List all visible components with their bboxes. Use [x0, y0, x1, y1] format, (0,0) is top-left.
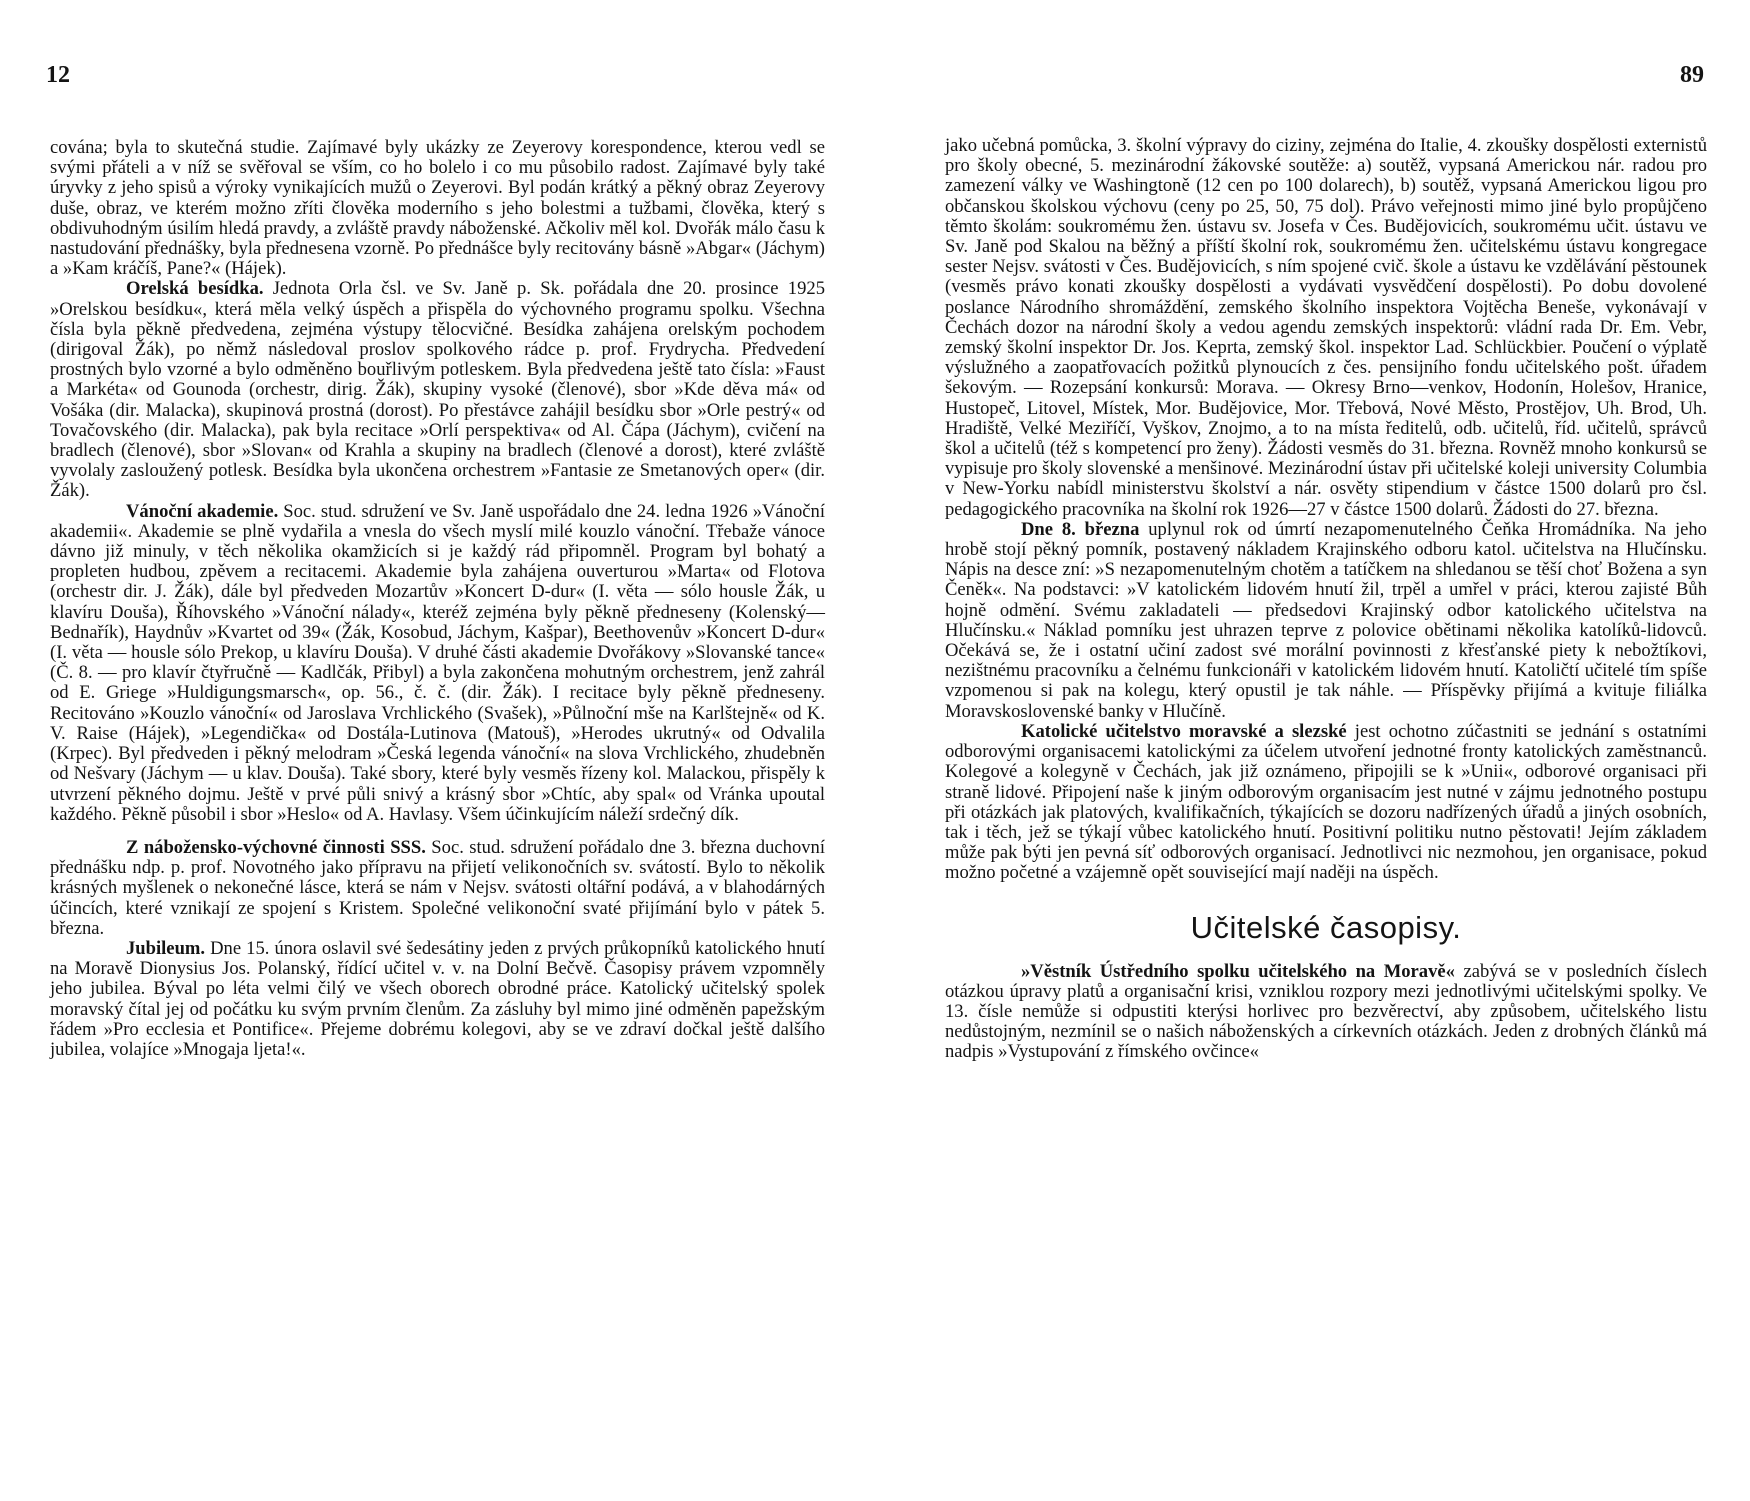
heading-vanocni-akademie: Vánoční akademie.	[126, 500, 279, 522]
right-page-number: 89	[1680, 62, 1704, 88]
paragraph-katolicke-ucitelstvo: Katolické učitelstvo moravské a slezské jest ochotno zúčastniti se jednání s ostatními odborovými organisacemi katolickými za účelem utvoření jednotné fronty katolických zaměstnanců. Kolegové a kolegyně v Čechách, jak již oznámeno, připojili se k »Unii«, odborové organisaci při straně lidové. Připojení naše k jiným odborovým organisacím jest nutné v zájmu jednotného postupu při otázkách jak platových, kvalifikačních, týkajících se dozoru nadřízených úřadů a jiných osobních, tak i těch, jež se týkají vůbec katolického hnutí. Positivní politiku nutno pěstovati! Jejím základem může pak býti jen pevná síť odborových organisací. Jednotlivci nic nezmohou, jen organisace, pokud možno početné a vzájemně opět související mají naději na úspěch.	[945, 720, 1707, 884]
section-title-ucitelske-casopisy: Učitelské časopisy.	[1190, 909, 1462, 945]
heading-jubileum: Jubileum.	[126, 937, 206, 959]
paragraph-sss: Z nábožensko-výchovné činnosti SSS. Soc. stud. sdružení pořádalo dne 3. března duchovní přednášku ndp. p. prof. Novotného jako přípravu na přijetí velikonočních sv. svátostí. Bylo to několik krásných myšlenek o nekonečné lásce, která se nám v Nejsv. svátosti oltářní podává, a v blahodárných účincích, které vznikají ze spojení s Kristem. Společné velikonoční svaté přijímání bylo v pátek 5. března.	[50, 836, 825, 939]
paragraph-jubileum: Jubileum. Dne 15. února oslavil své šedesátiny jeden z prvých průkopníků katolického hnutí na Moravě Dionysius Jos. Polanský, řídící učitel v. v. na Dolní Bečvě. Časopisy právem vzpomněly jeho jubilea. Býval po léta velmi čilý ve všech oborech obrodné práce. Katolický učitelský spolek moravský čítal jej od počátku ku svým prvním členům. Za zásluhy byl mimo jiné odměněn papežským řádem »Pro ecclesia et Pontifice«. Přejeme dobrému kolegovi, aby se ve zdraví dočkal ještě dalšího jubilea, volajíce »Mnogaja ljeta!«.	[50, 937, 825, 1060]
paragraph-hromadnik: Dne 8. března uplynul rok od úmrtí nezapomenutelného Čeňka Hromádníka. Na jeho hrobě stojí pěkný pomník, postavený nákladem Krajinského odboru katol. učitelstva na Hlučínsku. Nápis na desce zní: »S nezapomenutelným chotěm a tatíčkem na shledanou se těší choť Božena a syn Čeněk«. Na podstavci: »V katolickém lidovém hnutí žil, trpěl a umřel v práci, kterou zajisté Bůh hojně odmění. Svému zakladateli — předsedovi Krajinský odbor katolického učitelstva na Hlučínsku.« Náklad pomníku jest uhrazen teprve z polovice obětinami několika katolíků-lidovců. Očekává se, že i ostatní učiní zadost své morální povinnosti z křesťanské piety k nebožtíkovi, nezištnému pracovníku a čelnému funkcionáři v katolickém lidovém hnutí. Katoličtí učitelé tím spíše vzpomenou si pak na kolegu, který opustil je tak náhle. — Příspěvky přijímá a kvituje filiálka Moravskoslovenské banky v Hlučíně.	[945, 518, 1707, 722]
heading-sss: Z nábožensko-výchovné činnosti SSS.	[126, 836, 426, 858]
paragraph-vestnik: »Věstník Ústředního spolku učitelského na Moravě« zabývá se v posledních číslech otázkou úpravy platů a organisační krisi, vzniklou rozpory mezi jednotlivými učitelskými spolky. Ve 13. čísle nemůže si odpustiti kterýsi horlivec pro bezvěrectví, aby způsobem, učitelského listu nedůstojným, nezmínil se o našich náboženských a církevních otázkách. Jeden z drobných článků má nadpis »Vystupování z římského ovčince«	[945, 960, 1707, 1063]
paragraph-zeyer: cována; byla to skutečná studie. Zajímavé byly ukázky ze Zeyerovy korespondence, kterou vedl se svými přáteli a v níž se svěřoval se vším, co ho bolelo i co mu působilo radost. Zajímavé byly také úryvky z jeho spisů a výroky vynikajících mužů o Zeyerovi. Byl podán krátký a pěkný obraz Zeyerovy duše, obraz, ve kterém možno zříti člověka moderního s jeho bolestmi a tužbami, člověka, který s obdivuhodným úsilím hledá pravdy, a zvláště pravdy náboženské. Ačkoliv měl kol. Dvořák málo času k nastudování přednášky, byla přednesena vzorně. Po přednášce byly recitovány básně »Abgar« (Jáchym) a »Kam kráčíš, Pane?« (Hájek).	[50, 137, 825, 280]
paragraph-vanocni-akademie: Vánoční akademie. Soc. stud. sdružení ve Sv. Janě uspořádalo dne 24. ledna 1926 »Vánoční akademii«. Akademie se plně vydařila a vnesla do všech myslí milé kouzlo vánoční. Třebaže vánoce dávno již minuly, v těch několika okamžicích si je každý rád připomněl. Program byl bohatý a propleten hudbou, zpěvem a recitacemi. Akademie byla zahájena ouverturou »Marta« od Flotova (orchestr dir. J. Žák), dále byl předveden Mozartův »Koncert D-dur« (I. věta — sólo housle Žák, u klavíru Douša), Říhovského »Vánoční nálady«, kteréž zejména byly pěkně předneseny (Kolenský—Bednařík), Haydnův »Kvartet od 39« (Žák, Kosobud, Jáchym, Kašpar), Beethovenův »Koncert D-dur« (I. věta — housle sólo Prekop, u klavíru Douša). V druhé části akademie Dvořákovy »Slovanské tance« (Č. 8. — pro klavír čtyřručně — Kadlčák, Přibyl) a byla zakončena mohutným orchestrem, jenž zahrál od E. Griege »Huldigungsmarsch«, op. 56., č. č. (dir. Žák). I recitace byly pěkně předneseny. Recitováno »Kouzlo vánoční« od Jaroslava Vrchlického (Svašek), »Půlnoční mše na Karlštejně« od K. V. Raise (Hájek), »Legendička« od Dostála-Lutinova (Matouš), »Herodes ukrutný« od Odvalila (Krpec). Byl předveden i pěkný melodram »Česká legenda vánoční« na slova Vrchlického, zhudebněn od Nešvary (Jáchym — u klav. Douša). Také sbory, které byly vesměs řízeny kol. Malackou, přispěly k utvrzení pěkného dojmu. Ještě v prvé půli snivý a krásný sbor »Chtíc, aby spal« od Vránka upoutal každého. Pěkně působil i sbor »Heslo« od A. Havlasy. Všem účinkujícím náleží srdečný dík.	[50, 500, 825, 825]
left-page-column	[50, 138, 825, 1060]
heading-dne-8-brezna: Dne 8. března	[1021, 518, 1140, 540]
paragraph-skolske-zpravy: jako učebná pomůcka, 3. školní výpravy do ciziny, zejména do Italie, 4. zkoušky dospělosti externistů pro školy obecné, 5. mezinárodní žákovské soutěže: a) soutěž, vypsaná Americkou nár. radou pro zamezení války ve Washingtoně (12 cen po 100 dolarech), b) soutěž, vypsaná Americkou ligou pro občanskou školskou výchovu (ceny po 25, 50, 75 dol). Právo veřejnosti mimo jiné bylo propůjčeno těmto školám: soukromému žen. ústavu sv. Josefa v Čes. Budějovicích, soukromému učit. ústavu ve Sv. Janě pod Skalou na běžný a příští školní rok, soukromému žen. učitelskému ústavu kongregace sester Nejsv. svátosti v Čes. Budějovicích, s ním spojené cvič. škole a ústavu ke vzdělávání pěstounek (vesměs právo konati zkoušky dospělosti a vydávati vysvědčení dospělosti). Po dobu dovolené poslance Národního shromáždění, zemského školního inspektora Vojtěcha Beneše, vykonávají v Čechách dozor na národní školy a vedou agendu zemských inspektorů: vládní rada Dr. Em. Vebr, zemský školní inspektor Dr. Jos. Keprta, zemský škol. inspektor Lad. Schlückbier. Poučení o výplatě výslužného a zaopatřovacích požitků plynoucích z čes. pensijního fondu učitelského pošt. úřadem šekovým. — Rozepsání konkursů: Morava. — Okresy Brno—venkov, Hodonín, Holešov, Hranice, Hustopeč, Litovel, Místek, Mor. Budějovice, Mor. Třebová, Nové Město, Prostějov, Uh. Brod, Uh. Hradiště, Velké Meziříčí, Vyškov, Znojmo, a to na místa ředitelů, odb. učitelů, říd. učitelů, správců škol a učitelů (též s kompetencí pro ženy). Žádosti vesměs do 31. března. Rovněž mnoho konkursů se vypisuje pro školy slovenské a menšinové. Mezinárodní ústav při učitelské koleji university Columbia v New-Yorku nabídl ministerstvu školství a nár. osvěty stipendium v částce 1500 dolarů pro čsl. pedagogického pracovníka na školní rok 1926—27 v částce 1500 dolarů. Žádosti do 27. března.	[945, 135, 1707, 520]
right-page-column	[945, 136, 1707, 1063]
heading-orelska-besidka: Orelská besídka.	[126, 278, 264, 300]
heading-katolicke-ucitelstvo: Katolické učitelstvo moravské a slezské	[1021, 720, 1347, 742]
paragraph-orelska-besidka: Orelská besídka. Jednota Orla čsl. ve Sv. Janě p. Sk. pořádala dne 20. prosince 1925 »Orelskou besídku«, která měla velký úspěch a přispěla do výchovného programu spolku. Všechna čísla byla pěkně předvedena, zejména výstupy tělocvičné. Besídka zahájena orelským pochodem (dirigoval Žák), po němž následoval proslov spolkového rádce p. prof. Frydrycha. Předvedení prostných bylo vzorné a bylo odměněno bouřlivým potleskem. Byla předvedena ještě tato čísla: »Faust a Markéta« od Gounoda (orchestr, dirig. Žák), skupiny vysoké (členové), sbor »Kde děva má« od Vošáka (dir. Malacka), skupinová prostná (dorost). Po přestávce zahájil besídku sbor »Orle pestrý« od Tovačovského (dir. Malacka), pak byla recitace »Orlí perspektiva« od Al. Čápa (Jáchym), cvičení na bradlech (členové), sbor »Slovan« od Krahla a skupiny na bradlech (členové a dorost), které zvláště vyvolaly zasloužený potlesk. Besídka byla ukončena orchestrem »Fantasie ze Smetanových oper« (dir. Žák).	[50, 278, 825, 502]
heading-vestnik: »Věstník Ústředního spolku učitelského na Moravě«	[1021, 960, 1455, 982]
left-page-number: 12	[46, 62, 70, 88]
